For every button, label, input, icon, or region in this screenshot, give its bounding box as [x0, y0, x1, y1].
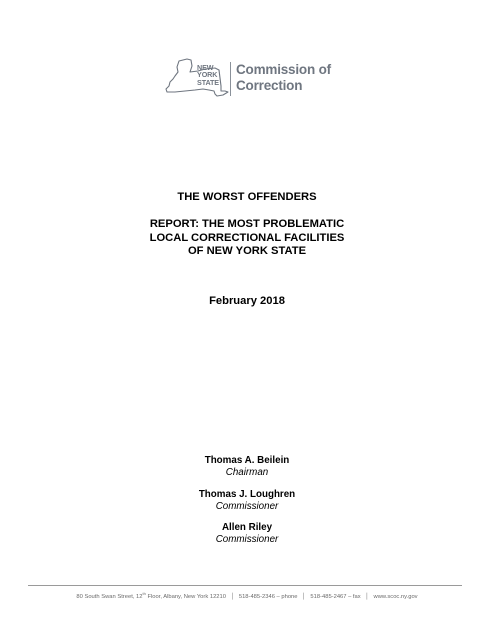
signatory-role: Chairman	[225, 466, 269, 478]
footer-address	[76, 591, 226, 600]
footer-address-prefix: 80 South Swan Street, 12	[76, 593, 143, 600]
logo-state-line: NEW	[197, 63, 214, 72]
signatory-role: Commissioner	[215, 533, 279, 545]
signatory-name: Allen Riley	[221, 522, 273, 533]
report-subtitle	[0, 218, 494, 259]
subtitle-line: LOCAL CORRECTIONAL FACILITIES	[149, 231, 345, 244]
footer-contact	[0, 591, 494, 600]
report-date: February 2018	[209, 295, 285, 307]
subtitle-line: REPORT: THE MOST PROBLEMATIC	[149, 218, 345, 230]
footer-phone: 518-485-2346 – phone	[238, 593, 298, 600]
signatory-role: Commissioner	[215, 500, 279, 512]
signatory-name: Thomas A. Beilein	[204, 455, 290, 466]
footer-address-sup: th	[142, 591, 146, 596]
signatory-name: Thomas J. Loughren	[198, 489, 296, 500]
logo-state-text	[197, 64, 219, 86]
report-title: THE WORST OFFENDERS	[177, 191, 317, 203]
subtitle-line: OF NEW YORK STATE	[187, 245, 307, 258]
signatory-block-commissioner-1	[0, 489, 494, 512]
footer-separator: │	[365, 593, 369, 600]
signatory-block-chairman	[0, 455, 494, 478]
commission-logo	[165, 58, 335, 102]
signatory-block-commissioner-2	[0, 522, 494, 545]
footer-separator: │	[230, 593, 235, 600]
footer-website[interactable]: www.scoc.ny.gov	[373, 593, 418, 600]
footer-fax: 518-485-2467 – fax	[310, 593, 361, 600]
footer-separator: │	[302, 593, 306, 600]
logo-state-line: STATE	[197, 77, 219, 87]
logo-name-line: Commission of	[236, 62, 331, 77]
footer-divider	[28, 585, 462, 586]
logo-state-line: YORK	[197, 70, 218, 80]
logo-divider	[230, 62, 231, 96]
logo-name-line: Correction	[236, 78, 303, 93]
footer-address-suffix: Floor, Albany, New York 12210	[145, 593, 226, 600]
logo-agency-name	[236, 62, 331, 94]
